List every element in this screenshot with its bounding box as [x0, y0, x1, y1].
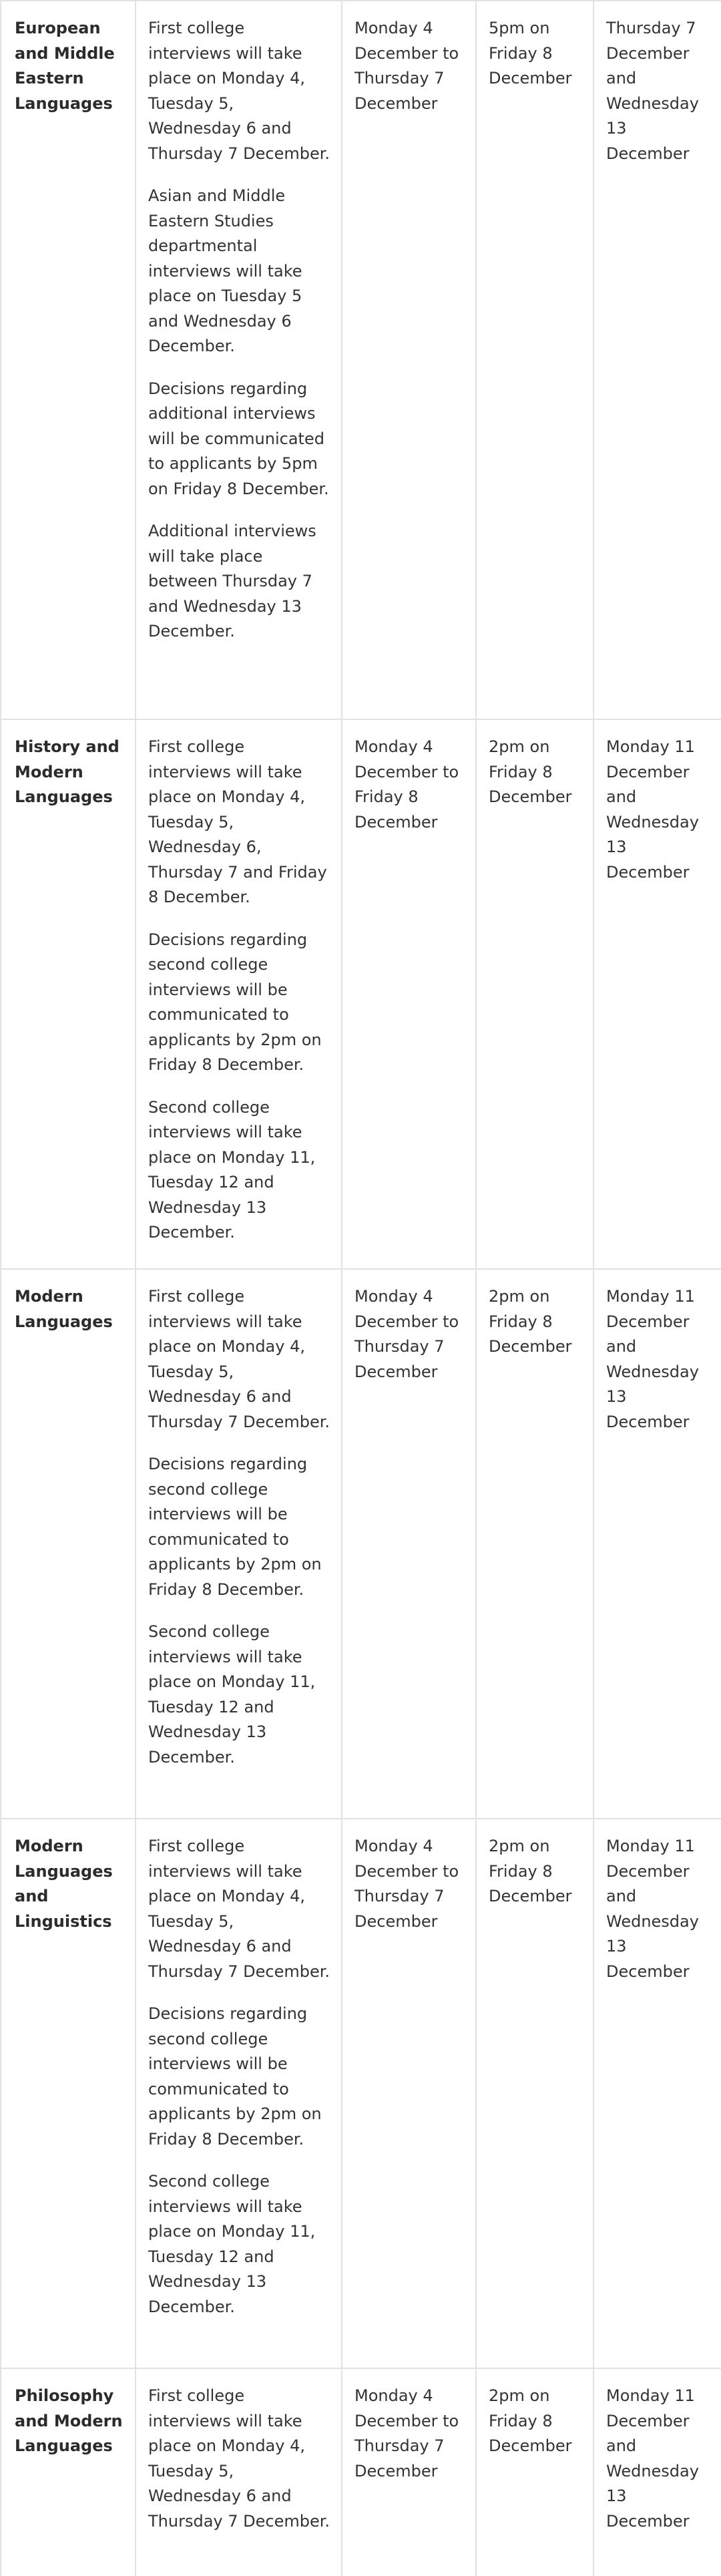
interview-paragraph: Second college interviews will take place on Monday 11, Tuesday 12 and Wednesday 13 December. — [148, 1622, 316, 1767]
first-interview-dates-cell: Monday 4 December to Friday 8 December — [342, 720, 477, 1268]
subject-cell: History and Modern Languages — [0, 720, 136, 1268]
interview-paragraph: Additional interviews will take place between Thursday 7 and Wednesday 13 December. — [148, 522, 316, 640]
interview-paragraph: Second college interviews will take place on Monday 11, Tuesday 12 and Wednesday 13 December. — [148, 2172, 316, 2316]
decision-time-cell: 5pm on Friday 8 December — [477, 1, 594, 719]
table-row — [0, 1270, 721, 1819]
table-row — [0, 0, 721, 720]
interview-paragraph: Asian and Middle Eastern Studies departmental interviews will take place on Tuesday 5 and Wednesday 6 December. — [148, 186, 302, 355]
decision-time-cell: 2pm on Friday 8 December — [477, 2369, 594, 2576]
interview-paragraph: Decisions regarding second college interviews will be communicated to applicants by 2pm on Friday 8 December. — [148, 930, 322, 1074]
interview-details-cell — [136, 1, 342, 719]
second-interview-dates-cell: Monday 11 December and Wednesday 13 December — [606, 1287, 699, 1431]
second-interview-dates-cell: Monday 11 December and Wednesday 13 December — [606, 2386, 699, 2531]
interview-paragraph: First college interviews will take place on Monday 4, Tuesday 5, Wednesday 6 and Thursday 7 December. — [148, 19, 330, 163]
interview-paragraph: First college interviews will take place on Monday 4, Tuesday 5, Wednesday 6 and Thursday 7 December. — [148, 1837, 330, 1981]
subject-cell: Philosophy and Modern Languages — [0, 2369, 136, 2576]
first-interview-dates-cell: Monday 4 December to Thursday 7 December — [342, 1, 477, 719]
table-row — [0, 720, 721, 1270]
first-interview-dates-cell: Monday 4 December to Thursday 7 December — [342, 1819, 477, 2368]
subject-cell: Modern Languages — [0, 1270, 136, 1818]
decision-time-cell: 2pm on Friday 8 December — [477, 1270, 594, 1818]
interview-paragraph: First college interviews will take place on Monday 4, Tuesday 5, Wednesday 6 and Thursday 7 December. — [148, 1287, 330, 1431]
first-interview-dates-cell: Monday 4 December to Thursday 7 December — [342, 2369, 477, 2576]
second-interview-dates-cell: Monday 11 December and Wednesday 13 December — [606, 737, 699, 882]
interview-paragraph: Decisions regarding second college interviews will be communicated to applicants by 2pm on Friday 8 December. — [148, 1455, 322, 1599]
second-interview-dates-cell: Thursday 7 December and Wednesday 13 December — [606, 19, 699, 163]
interview-paragraph: Decisions regarding additional interviews will be communicated to applicants by 5pm on Friday 8 December. — [148, 379, 329, 498]
interview-paragraph: First college interviews will take place on Monday 4, Tuesday 5, Wednesday 6, Thursday 7 and Friday 8 December. — [148, 737, 327, 906]
interview-paragraph: First college interviews will take place on Monday 4, Tuesday 5, Wednesday 6 and Thursday 7 December. — [148, 2386, 330, 2531]
subject-cell: Modern Languages and Linguistics — [0, 1819, 136, 2368]
subject-cell: European and Middle Eastern Languages — [0, 1, 136, 719]
first-interview-dates-cell: Monday 4 December to Thursday 7 December — [342, 1270, 477, 1818]
table-row — [0, 2369, 721, 2576]
interview-details-cell — [136, 720, 342, 1268]
interview-details-cell — [136, 2369, 342, 2576]
decision-time-cell: 2pm on Friday 8 December — [477, 720, 594, 1268]
interview-paragraph: Decisions regarding second college interviews will be communicated to applicants by 2pm on Friday 8 December. — [148, 2004, 322, 2149]
interview-details-cell — [136, 1819, 342, 2368]
table-row — [0, 1819, 721, 2369]
interview-details-cell — [136, 1270, 342, 1818]
second-interview-dates-cell: Monday 11 December and Wednesday 13 December — [606, 1837, 699, 1981]
decision-time-cell: 2pm on Friday 8 December — [477, 1819, 594, 2368]
interview-paragraph: Second college interviews will take place on Monday 11, Tuesday 12 and Wednesday 13 December. — [148, 1097, 316, 1242]
